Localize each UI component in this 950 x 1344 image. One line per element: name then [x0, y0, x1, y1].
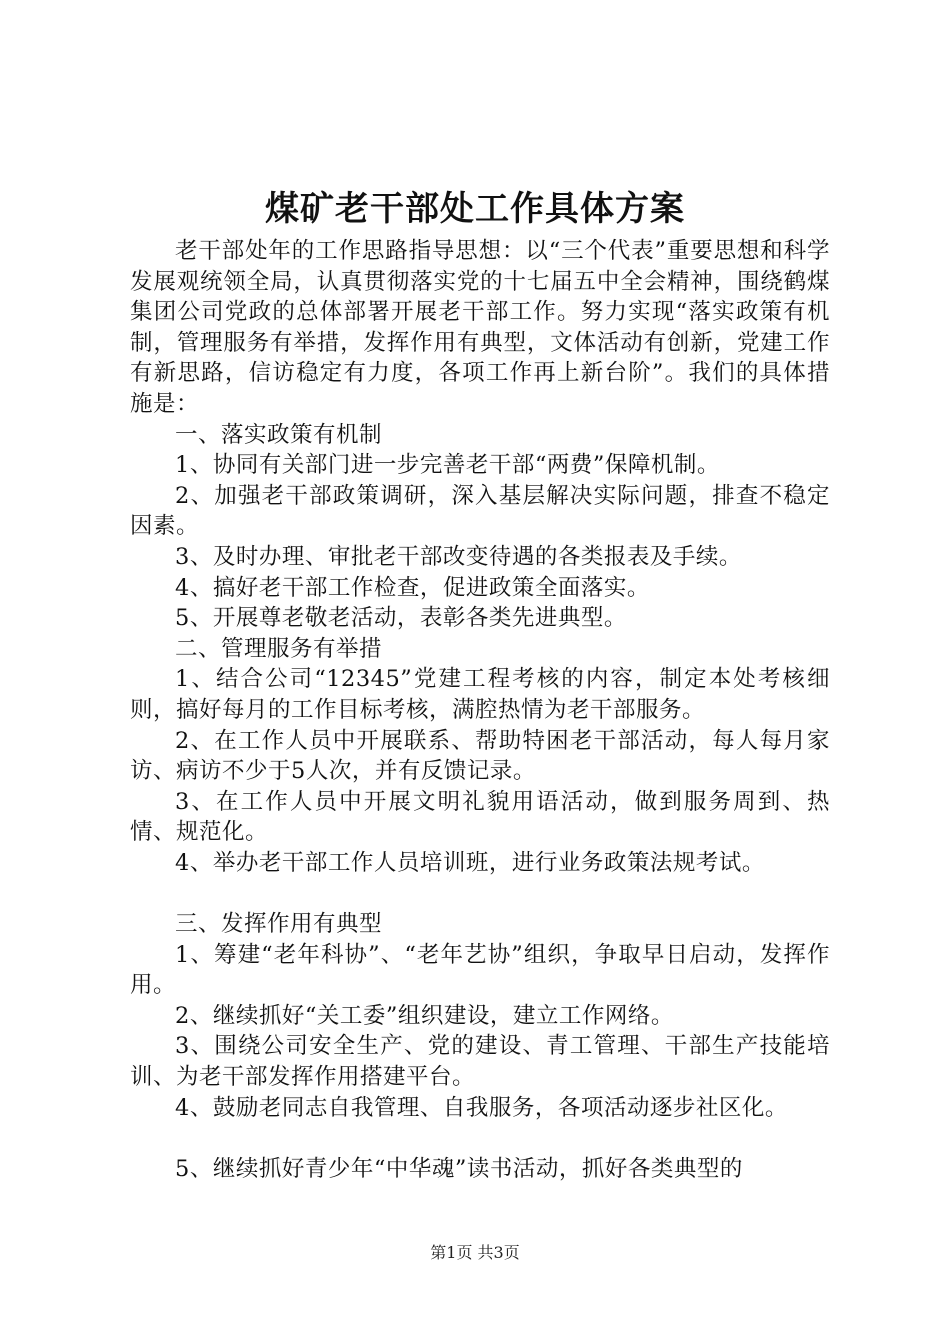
- section3-item: 1、筹建“老年科协”、“老年艺协”组织，争取早日启动，发挥作用。: [130, 941, 830, 999]
- section2-heading: 二、管理服务有举措: [175, 635, 383, 662]
- section2-item: 3、在工作人员中开展文明礼貌用语活动，做到服务周到、热情、规范化。: [130, 788, 830, 846]
- blank-line: [130, 1123, 830, 1154]
- section2-item: 2、在工作人员中开展联系、帮助特困老干部活动，每人每月家访、病访不少于5人次，并有反馈记录。: [130, 727, 830, 785]
- section3-item: 2、继续抓好“关工委”组织建设，建立工作网络。: [175, 1002, 674, 1029]
- intro-paragraph: 老干部处年的工作思路指导思想：以“三个代表”重要思想和科学发展观统领全局，认真贯彻落实党的十七届五中全会精神，围绕鹤煤集团公司党政的总体部署开展老干部工作。努力实现“落实政策有机制，管理服务有举措，发挥作用有典型，文体活动有创新，党建工作有新思路，信访稳定有力度，各项工作再上新台阶”。我们的具体措施是：: [130, 238, 830, 417]
- section2-item: 4、举办老干部工作人员培训班，进行业务政策法规考试。: [175, 849, 765, 876]
- page-footer: 第1页 共3页: [430, 1243, 520, 1262]
- document-title: 煤矿老干部处工作具体方案: [265, 189, 685, 229]
- section1-item: 1、协同有关部门进一步完善老干部“两费”保障机制。: [175, 452, 720, 479]
- section3-item: 5、继续抓好青少年“中华魂”读书活动，抓好各类典型的: [175, 1155, 743, 1182]
- section1-item: 2、加强老干部政策调研，深入基层解决实际问题，排查不稳定因素。: [130, 482, 830, 540]
- section1-item: 5、开展尊老敬老活动，表彰各类先进典型。: [175, 605, 627, 632]
- section3-item: 4、鼓励老同志自我管理、自我服务，各项活动逐步社区化。: [175, 1094, 788, 1121]
- document-body: [130, 236, 830, 1184]
- section1-heading: 一、落实政策有机制: [175, 421, 383, 448]
- section2-item: 1、结合公司“12345”党建工程考核的内容，制定本处考核细则，搞好每月的工作目标考核，满腔热情为老干部服务。: [130, 666, 830, 723]
- section3-heading: 三、发挥作用有典型: [175, 911, 383, 938]
- section1-item: 4、搞好老干部工作检查，促进政策全面落实。: [175, 574, 650, 601]
- section1-item: 3、及时办理、审批老干部改变待遇的各类报表及手续。: [175, 543, 742, 570]
- blank-line: [130, 878, 830, 909]
- section3-item: 3、围绕公司安全生产、党的建设、青工管理、干部生产技能培训、为老干部发挥作用搭建平台。: [130, 1033, 830, 1091]
